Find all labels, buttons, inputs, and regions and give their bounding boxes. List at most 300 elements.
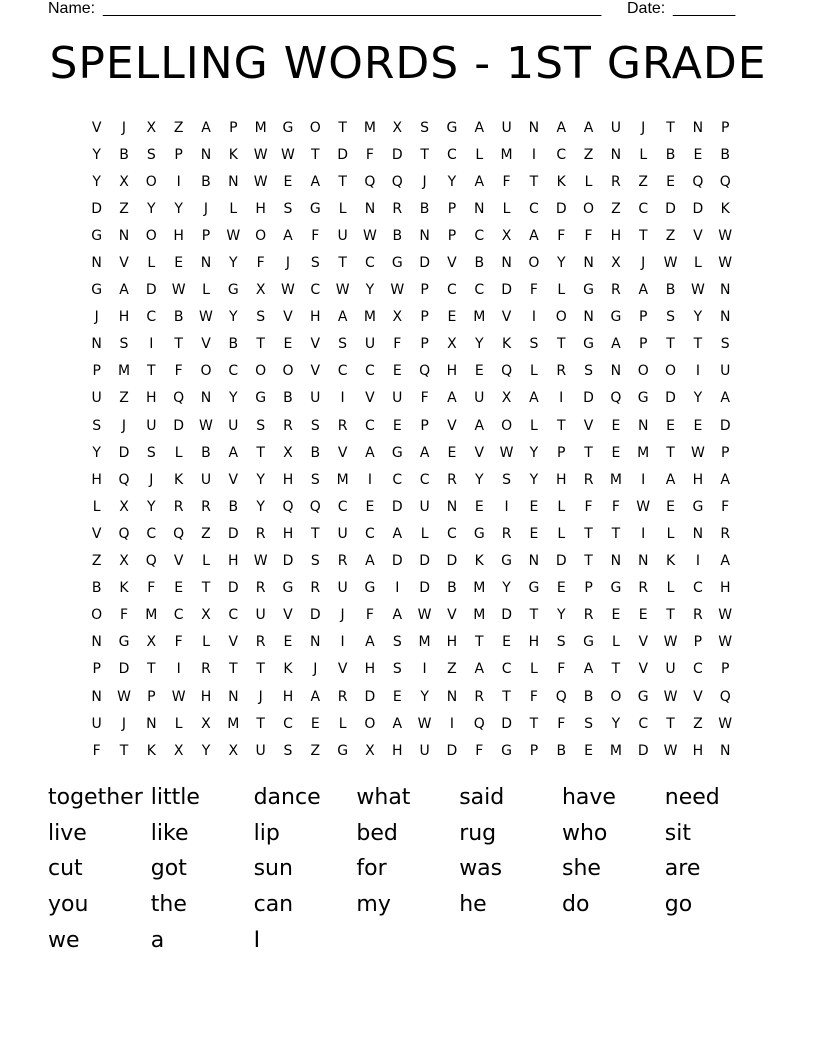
grid-letter: P bbox=[92, 363, 101, 380]
grid-letter: J bbox=[94, 309, 99, 326]
grid-letter: W bbox=[253, 173, 268, 190]
grid-letter: A bbox=[474, 119, 485, 136]
grid-letter: N bbox=[200, 146, 212, 163]
grid-letter: Y bbox=[147, 200, 156, 217]
grid-letter: P bbox=[420, 309, 429, 326]
grid-letter: V bbox=[228, 471, 239, 488]
grid-letter: J bbox=[121, 119, 127, 136]
grid-letter: W bbox=[636, 498, 651, 515]
grid-letter: Z bbox=[693, 715, 703, 732]
grid-letter: H bbox=[555, 471, 567, 488]
grid-letter: L bbox=[666, 525, 675, 542]
grid-letter: I bbox=[641, 471, 646, 488]
grid-letter: T bbox=[256, 444, 265, 461]
grid-letter: N bbox=[446, 688, 458, 705]
grid-letter: W bbox=[199, 417, 213, 434]
grid-letter: H bbox=[91, 471, 102, 488]
grid-letter: V bbox=[583, 417, 594, 434]
grid-letter: A bbox=[283, 227, 293, 244]
grid-letter: N bbox=[91, 688, 102, 705]
grid-letter: H bbox=[364, 661, 376, 678]
grid-letter: W bbox=[718, 715, 733, 732]
grid-letter: U bbox=[228, 417, 239, 434]
grid-letter: I bbox=[340, 390, 345, 407]
grid-letter: R bbox=[611, 282, 621, 299]
grid-letter: U bbox=[146, 417, 157, 434]
grid-letter: B bbox=[283, 390, 293, 407]
grid-letter: A bbox=[474, 417, 485, 434]
grid-letter: U bbox=[474, 390, 485, 407]
grid-letter: N bbox=[692, 525, 704, 542]
grid-letter: S bbox=[338, 336, 348, 353]
grid-letter: A bbox=[310, 173, 321, 190]
grid-letter: L bbox=[530, 363, 538, 380]
word-bank-item: do bbox=[561, 892, 590, 918]
grid-letter: C bbox=[146, 525, 157, 542]
grid-letter: M bbox=[500, 146, 513, 163]
grid-letter: G bbox=[282, 580, 294, 597]
grid-letter: Z bbox=[119, 390, 129, 407]
grid-letter: L bbox=[639, 146, 648, 163]
grid-letter: E bbox=[666, 498, 675, 515]
grid-letter: V bbox=[447, 255, 457, 272]
grid-letter: U bbox=[419, 498, 430, 515]
grid-letter: S bbox=[502, 471, 512, 488]
grid-letter: N bbox=[228, 173, 239, 190]
grid-letter: I bbox=[695, 363, 700, 380]
grid-letter: S bbox=[256, 417, 266, 434]
grid-letter: S bbox=[310, 471, 320, 488]
grid-letter: A bbox=[310, 688, 321, 705]
grid-letter: S bbox=[529, 336, 539, 353]
grid-letter: D bbox=[692, 200, 704, 217]
grid-letter: W bbox=[718, 607, 733, 624]
grid-letter: K bbox=[474, 553, 484, 570]
grid-letter: K bbox=[501, 336, 512, 353]
grid-letter: A bbox=[392, 715, 403, 732]
grid-letter: L bbox=[557, 498, 566, 515]
grid-letter: G bbox=[501, 553, 513, 570]
grid-letter: F bbox=[92, 742, 101, 759]
grid-letter: A bbox=[474, 661, 485, 678]
grid-letter: T bbox=[529, 715, 539, 732]
grid-letter: V bbox=[310, 363, 321, 380]
word-bank-item: was bbox=[459, 856, 503, 882]
grid-letter: I bbox=[695, 553, 700, 570]
grid-letter: L bbox=[174, 715, 183, 732]
grid-letter: G bbox=[446, 119, 458, 136]
grid-letter: F bbox=[502, 173, 511, 190]
grid-letter: P bbox=[420, 336, 429, 353]
word-bank-item: my bbox=[356, 892, 391, 918]
grid-letter: T bbox=[584, 525, 593, 542]
grid-letter: R bbox=[501, 525, 512, 542]
grid-letter: D bbox=[446, 742, 458, 759]
grid-letter: T bbox=[638, 227, 648, 244]
grid-letter: K bbox=[665, 553, 676, 570]
grid-letter: O bbox=[255, 227, 267, 244]
grid-letter: F bbox=[420, 390, 429, 407]
grid-letter: F bbox=[365, 607, 374, 624]
grid-letter: T bbox=[666, 715, 675, 732]
grid-letter: S bbox=[119, 336, 129, 353]
word-bank-item: lip bbox=[253, 820, 280, 846]
grid-letter: O bbox=[145, 227, 157, 244]
grid-letter: P bbox=[447, 227, 457, 244]
grid-letter: P bbox=[720, 444, 730, 461]
grid-letter: R bbox=[310, 580, 321, 597]
grid-letter: W bbox=[117, 688, 131, 705]
grid-letter: S bbox=[584, 363, 594, 380]
grid-letter: H bbox=[282, 471, 294, 488]
grid-letter: V bbox=[638, 661, 649, 678]
grid-letter: G bbox=[227, 282, 239, 299]
grid-letter: B bbox=[310, 444, 321, 461]
grid-letter: N bbox=[528, 119, 540, 136]
grid-letter: N bbox=[91, 634, 102, 651]
grid-letter: B bbox=[119, 146, 129, 163]
grid-letter: G bbox=[637, 390, 649, 407]
grid-letter: W bbox=[171, 282, 186, 299]
grid-letter: I bbox=[531, 146, 536, 163]
grid-letter: Z bbox=[583, 146, 594, 163]
grid-letter: R bbox=[255, 634, 266, 651]
grid-letter: R bbox=[556, 363, 567, 380]
grid-letter: D bbox=[665, 390, 676, 407]
grid-letter: G bbox=[692, 498, 704, 515]
grid-letter: M bbox=[227, 715, 240, 732]
grid-letter: H bbox=[146, 390, 157, 407]
grid-letter: C bbox=[228, 363, 239, 380]
grid-letter: T bbox=[256, 336, 265, 353]
grid-letter: R bbox=[201, 661, 211, 678]
grid-letter: Q bbox=[309, 498, 321, 515]
grid-letter: H bbox=[282, 688, 294, 705]
grid-letter: E bbox=[693, 417, 703, 434]
grid-letter: H bbox=[446, 634, 458, 651]
grid-letter: M bbox=[473, 580, 486, 597]
grid-letter: J bbox=[149, 471, 154, 488]
grid-letter: H bbox=[392, 742, 403, 759]
grid-letter: C bbox=[692, 580, 703, 597]
grid-letter: T bbox=[338, 255, 347, 272]
grid-letter: R bbox=[255, 525, 266, 542]
grid-letter: Q bbox=[419, 363, 431, 380]
grid-letter: L bbox=[420, 525, 429, 542]
grid-letter: H bbox=[228, 553, 239, 570]
grid-letter: J bbox=[285, 255, 291, 272]
grid-letter: U bbox=[310, 390, 321, 407]
grid-letter: X bbox=[146, 634, 157, 651]
grid-letter: C bbox=[638, 200, 649, 217]
grid-letter: R bbox=[255, 580, 266, 597]
word-bank-item: need bbox=[664, 785, 720, 811]
grid-letter: X bbox=[173, 742, 184, 759]
grid-letter: D bbox=[501, 282, 512, 299]
grid-letter: E bbox=[447, 444, 457, 461]
page-title: SPELLING WORDS - 1ST GRADE bbox=[49, 38, 767, 89]
grid-letter: F bbox=[174, 634, 183, 651]
grid-letter: B bbox=[91, 580, 102, 597]
grid-letter: Y bbox=[174, 200, 183, 217]
grid-letter: X bbox=[255, 282, 266, 299]
grid-letter: D bbox=[637, 742, 649, 759]
grid-letter: G bbox=[583, 282, 594, 299]
grid-letter: G bbox=[309, 200, 321, 217]
grid-letter: M bbox=[473, 309, 486, 326]
grid-letter: V bbox=[91, 525, 102, 542]
word-bank-item: I bbox=[253, 927, 261, 953]
grid-letter: E bbox=[174, 580, 184, 597]
grid-letter: V bbox=[337, 661, 348, 678]
word-bank-item: the bbox=[150, 892, 187, 918]
grid-letter: A bbox=[720, 390, 730, 407]
grid-letter: T bbox=[256, 715, 265, 732]
grid-letter: T bbox=[420, 146, 429, 163]
grid-letter: E bbox=[611, 417, 621, 434]
grid-letter: D bbox=[419, 255, 430, 272]
grid-letter: E bbox=[283, 173, 293, 190]
grid-letter: W bbox=[335, 282, 350, 299]
grid-letter: J bbox=[121, 417, 127, 434]
grid-letter: J bbox=[121, 715, 127, 732]
grid-letter: A bbox=[529, 390, 539, 407]
word-bank-item: are bbox=[664, 856, 701, 882]
grid-letter: O bbox=[555, 309, 567, 326]
grid-letter: N bbox=[200, 255, 212, 272]
grid-letter: Y bbox=[229, 390, 238, 407]
word-bank-item: we bbox=[48, 927, 80, 953]
grid-letter: C bbox=[365, 417, 375, 434]
grid-letter: N bbox=[91, 255, 102, 272]
grid-letter: H bbox=[310, 309, 321, 326]
word-bank-item: bed bbox=[356, 820, 398, 846]
grid-letter: G bbox=[583, 336, 594, 353]
grid-letter: Y bbox=[92, 173, 101, 190]
grid-letter: B bbox=[228, 498, 239, 515]
grid-letter: T bbox=[529, 173, 539, 190]
grid-letter: F bbox=[393, 336, 402, 353]
grid-letter: U bbox=[91, 390, 102, 407]
grid-letter: G bbox=[583, 634, 594, 651]
word-bank-item: said bbox=[459, 785, 505, 811]
grid-letter: P bbox=[639, 309, 648, 326]
grid-letter: I bbox=[559, 390, 564, 407]
grid-letter: U bbox=[392, 390, 403, 407]
grid-letter: Q bbox=[145, 553, 157, 570]
grid-letter: F bbox=[584, 498, 593, 515]
grid-letter: D bbox=[118, 444, 130, 461]
grid-letter: E bbox=[556, 580, 566, 597]
word-search-grid bbox=[83, 114, 739, 764]
grid-letter: O bbox=[200, 363, 212, 380]
grid-letter: T bbox=[666, 607, 675, 624]
grid-letter: Z bbox=[119, 200, 129, 217]
grid-letter: R bbox=[447, 471, 457, 488]
grid-letter: R bbox=[474, 688, 485, 705]
word-bank-item: rug bbox=[459, 820, 497, 846]
grid-letter: H bbox=[118, 309, 130, 326]
grid-letter: F bbox=[557, 715, 566, 732]
grid-letter: F bbox=[174, 363, 183, 380]
grid-letter: Z bbox=[201, 525, 211, 542]
grid-letter: F bbox=[147, 580, 156, 597]
grid-letter: B bbox=[665, 282, 676, 299]
grid-letter: D bbox=[555, 200, 567, 217]
grid-letter: E bbox=[392, 363, 402, 380]
grid-letter: S bbox=[146, 444, 156, 461]
grid-letter: H bbox=[446, 363, 458, 380]
grid-letter: E bbox=[502, 634, 512, 651]
grid-letter: D bbox=[227, 525, 239, 542]
grid-letter: L bbox=[502, 200, 511, 217]
grid-letter: W bbox=[199, 309, 213, 326]
grid-letter: B bbox=[173, 309, 184, 326]
grid-letter: S bbox=[283, 742, 293, 759]
grid-letter: P bbox=[720, 661, 730, 678]
grid-letter: U bbox=[364, 336, 376, 353]
grid-letter: Y bbox=[556, 607, 566, 624]
grid-letter: H bbox=[173, 227, 184, 244]
grid-letter: H bbox=[692, 742, 704, 759]
grid-letter: F bbox=[611, 498, 620, 515]
grid-letter: L bbox=[92, 498, 101, 515]
grid-letter: A bbox=[611, 336, 621, 353]
grid-letter: E bbox=[392, 688, 402, 705]
grid-letter: S bbox=[584, 715, 594, 732]
grid-letter: T bbox=[201, 580, 211, 597]
grid-letter: M bbox=[145, 607, 158, 624]
grid-letter: S bbox=[256, 309, 266, 326]
grid-letter: Z bbox=[310, 742, 321, 759]
word-bank-item: got bbox=[150, 856, 187, 882]
grid-letter: T bbox=[584, 444, 593, 461]
grid-letter: T bbox=[311, 146, 320, 163]
grid-letter: W bbox=[390, 282, 405, 299]
grid-letter: D bbox=[391, 146, 403, 163]
grid-letter: X bbox=[201, 715, 211, 732]
grid-letter: E bbox=[611, 444, 621, 461]
grid-letter: T bbox=[666, 119, 675, 136]
grid-letter: C bbox=[501, 661, 512, 678]
grid-letter: M bbox=[363, 119, 376, 136]
grid-letter: O bbox=[309, 119, 321, 136]
grid-letter: X bbox=[447, 336, 457, 353]
grid-letter: E bbox=[584, 742, 593, 759]
grid-letter: G bbox=[337, 742, 349, 759]
grid-letter: D bbox=[118, 661, 130, 678]
grid-letter: N bbox=[610, 146, 622, 163]
grid-letter: C bbox=[474, 227, 485, 244]
grid-letter: X bbox=[201, 607, 211, 624]
grid-letter: C bbox=[392, 471, 403, 488]
grid-letter: T bbox=[256, 661, 265, 678]
grid-letter: R bbox=[611, 173, 621, 190]
grid-letter: S bbox=[556, 634, 566, 651]
date-blank-line: _______ bbox=[673, 0, 736, 17]
grid-letter: W bbox=[281, 146, 295, 163]
grid-letter: O bbox=[91, 607, 103, 624]
grid-letter: S bbox=[310, 417, 320, 434]
grid-letter: Y bbox=[92, 146, 101, 163]
grid-letter: N bbox=[91, 336, 102, 353]
grid-letter: P bbox=[557, 444, 566, 461]
grid-letter: R bbox=[583, 607, 594, 624]
grid-letter: T bbox=[338, 119, 347, 136]
grid-letter: G bbox=[528, 580, 540, 597]
grid-letter: Y bbox=[474, 336, 484, 353]
grid-letter: N bbox=[364, 200, 376, 217]
grid-letter: B bbox=[583, 688, 594, 705]
grid-letter: L bbox=[147, 255, 156, 272]
grid-letter: R bbox=[337, 688, 348, 705]
grid-letter: D bbox=[227, 580, 239, 597]
grid-letter: T bbox=[474, 634, 484, 651]
grid-letter: A bbox=[556, 119, 567, 136]
grid-letter: P bbox=[201, 227, 211, 244]
grid-letter: N bbox=[583, 255, 594, 272]
grid-letter: V bbox=[337, 444, 348, 461]
grid-letter: Y bbox=[693, 390, 703, 407]
grid-letter: R bbox=[392, 200, 403, 217]
grid-letter: L bbox=[475, 146, 484, 163]
grid-letter: A bbox=[337, 309, 348, 326]
grid-letter: W bbox=[226, 227, 241, 244]
grid-letter: N bbox=[446, 498, 458, 515]
grid-letter: C bbox=[529, 200, 539, 217]
grid-letter: V bbox=[501, 309, 512, 326]
grid-letter: W bbox=[417, 715, 432, 732]
grid-letter: O bbox=[583, 200, 595, 217]
grid-letter: F bbox=[475, 742, 484, 759]
grid-letter: P bbox=[693, 634, 703, 651]
grid-letter: U bbox=[200, 471, 212, 488]
grid-letter: C bbox=[365, 525, 375, 542]
grid-letter: P bbox=[584, 580, 593, 597]
grid-letter: M bbox=[609, 742, 622, 759]
grid-letter: N bbox=[610, 363, 622, 380]
grid-letter: N bbox=[528, 553, 540, 570]
grid-letter: N bbox=[228, 688, 239, 705]
grid-letter: E bbox=[638, 607, 648, 624]
grid-letter: L bbox=[557, 282, 566, 299]
grid-letter: G bbox=[637, 688, 649, 705]
grid-letter: D bbox=[555, 553, 567, 570]
grid-letter: E bbox=[365, 498, 375, 515]
grid-letter: D bbox=[173, 417, 185, 434]
grid-letter: Q bbox=[118, 525, 130, 542]
grid-letter: Q bbox=[719, 688, 731, 705]
grid-letter: Q bbox=[391, 173, 403, 190]
grid-letter: G bbox=[118, 634, 130, 651]
word-bank-item: can bbox=[253, 892, 294, 918]
grid-letter: B bbox=[392, 227, 403, 244]
grid-letter: X bbox=[365, 742, 375, 759]
grid-letter: P bbox=[420, 282, 429, 299]
grid-letter: R bbox=[283, 417, 293, 434]
grid-letter: Y bbox=[92, 444, 101, 461]
grid-letter: N bbox=[637, 553, 649, 570]
grid-letter: R bbox=[583, 471, 594, 488]
grid-letter: O bbox=[364, 715, 376, 732]
grid-letter: P bbox=[229, 119, 238, 136]
grid-letter: Y bbox=[420, 688, 429, 705]
grid-letter: L bbox=[338, 715, 347, 732]
grid-letter: C bbox=[365, 255, 375, 272]
grid-letter: J bbox=[258, 688, 263, 705]
grid-letter: M bbox=[363, 309, 376, 326]
grid-letter: B bbox=[201, 444, 211, 461]
